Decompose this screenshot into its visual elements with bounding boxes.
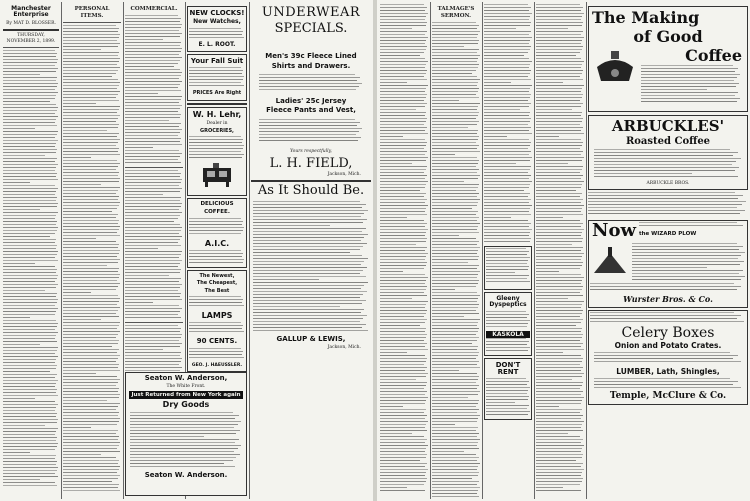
coffee-heading-3: Coffee [685,45,742,65]
arbuckle-bros: ARBUCKLE BROS. [646,181,690,187]
roasted-coffee-heading: Roasted Coffee [625,135,711,147]
commercial-title: COMMERCIAL. [130,6,178,12]
kaskola-text [486,338,530,354]
delicious-text [189,218,245,238]
seaton-returned: Just Returned from New York again [129,391,243,399]
right-column-2-text [432,22,480,499]
lehr-ad [187,107,247,197]
haeussler-name: GEO. J. HAEUSSLER. [191,362,243,368]
column-3-text-top [125,15,183,165]
delicious-heading: DELICIOUS [200,201,234,208]
ladies-jersey-line: Ladies' 25c Jersey [275,96,347,105]
right-column-2 [432,4,480,499]
wurster-name: Wurster Bros. & Co. [623,294,713,305]
ladies-fleece-line: Fleece Pants and Vest, [266,106,356,115]
lamps-ad [187,270,247,372]
coffee-heading: COFFEE. [204,208,230,215]
field-name: L. H. FIELD, [269,155,353,171]
lehr-text [189,136,245,160]
lamps-text-2 [189,322,245,336]
celery-text [594,352,742,366]
column-1-text [3,50,59,490]
celery-boxes-heading: Celery Boxes [621,324,715,341]
lehr-groceries: GROCERIES, [200,127,234,134]
dry-goods-heading: Dry Goods [162,400,210,410]
gallup-name: GALLUP & LEWIS, [276,334,346,343]
specials-heading: SPECIALS. [274,20,348,36]
small-ad-box [484,246,532,290]
lamps-heading: LAMPS [201,310,233,320]
masthead-byline: By MAT D. BLOSSER. [6,20,56,26]
root-name: E. L. ROOT. [198,40,236,48]
mens-fleece-line: Men's 39c Fleece Lined [265,52,357,61]
prices-right: PRICES Are Right [192,90,242,97]
newest-heading: The Newest, [199,273,235,280]
masthead-date: THURSDAY, NOVEMBER 2, 1899. [6,32,56,44]
field-city: Jackson, Mich. [327,172,361,178]
right-column-4-text [536,4,584,494]
right-column-1 [380,4,428,499]
new-clocks-heading: NEW CLOCKS! [189,9,245,17]
arbuckles-heading: ARBUCKLES' [611,117,725,135]
gallup-city: Jackson, Mich. [327,345,361,351]
celery-box-ad [588,310,748,406]
best-heading: The Best [204,287,230,294]
personal-items-title: PERSONAL ITEMS. [74,6,110,19]
lumber-heading: LUMBER, Lath, Shingles, [616,367,720,377]
masthead: Manchester Enterprise [11,5,51,19]
right-column-4 [536,4,584,499]
lamps-text-3 [189,348,245,362]
right-column-3 [484,4,532,499]
sermon-title: TALMAGE'S SERMON. [437,6,475,19]
should-be-heading: As It Should Be. [257,183,365,199]
dont-rent-heading: DON'T RENT [495,360,521,376]
column-3-text-mid [125,170,183,320]
right-column-3-text-top [484,4,532,244]
kaskola-heading: KASKOLA [486,331,530,338]
onion-crates-heading: Onion and Potato Crates. [614,341,722,351]
seaton-ad [125,372,247,496]
celery-intro-text [590,312,746,324]
aic-text [189,250,245,266]
right-ads-column [588,4,748,499]
arbuckles-text [594,149,742,179]
clocks-ad-text [189,28,245,40]
column-5-ads [251,4,371,499]
wizard-text-2 [590,283,746,293]
left-page [0,0,373,501]
lamps-text [189,296,245,310]
new-watches-heading: New Watches, [193,18,241,26]
aic-heading: A.I.C. [204,238,230,248]
lehr-dealer: Dealer in [206,120,228,126]
arbuckles-ad [588,115,748,190]
mens-shirts-line: Shirts and Drawers. [271,61,351,70]
plow-illustration [590,243,630,283]
field-yours: Yours respectfully, [290,148,332,154]
wizard-dealer-list [632,243,746,283]
coffee-heading-1: The Making [592,8,700,27]
column-2-text [63,25,121,495]
mens-text [259,74,363,94]
seaton-heading: Seaton W. Anderson, [144,374,228,382]
cheapest-heading: The Cheapest, [196,280,238,287]
coffee-mill-illustration [593,47,637,85]
column-2 [63,4,121,499]
seaton-text [130,412,242,470]
fall-suit-text [189,67,245,89]
gleeny-heading: Gleeny Dyspeptics [489,295,527,309]
wizard-plow-ad [588,220,748,307]
gleeny-text [486,311,530,331]
dont-rent-text [486,378,530,418]
dont-rent-ad [484,358,532,421]
right-page [377,0,750,501]
coffee-notice-text [588,192,748,218]
fall-suit-heading: Your Fall Suit [190,56,244,65]
fall-suit-ad [187,54,247,101]
should-be-text [253,201,369,333]
clocks-ad [187,6,247,52]
lehr-name: W. H. Lehr, [192,109,242,119]
wizard-plow-heading: the WIZARD PLOW [638,231,697,238]
cents-heading: 90 CENTS. [196,337,238,346]
stove-illustration [197,162,237,188]
column-1 [3,4,59,499]
lumber-text [594,378,742,390]
coffee-heading-2: of Good [633,26,703,46]
coffee-ad-text [641,65,741,105]
seaton-signature: Seaton W. Anderson. [144,470,228,479]
coffee-ad [588,6,748,112]
now-heading: Now [592,220,636,242]
ladies-text [259,119,363,145]
temple-mcclure-name: Temple, McClure & Co. [609,390,727,401]
underwear-heading: UNDERWEAR [261,5,361,20]
right-column-1-text [380,4,428,494]
gleeny-ad [484,292,532,356]
delicious-coffee-ad [187,198,247,268]
seaton-white-front: The White Front. [166,384,206,390]
small-ad-text [486,248,530,286]
wizard-text-1 [639,222,746,230]
